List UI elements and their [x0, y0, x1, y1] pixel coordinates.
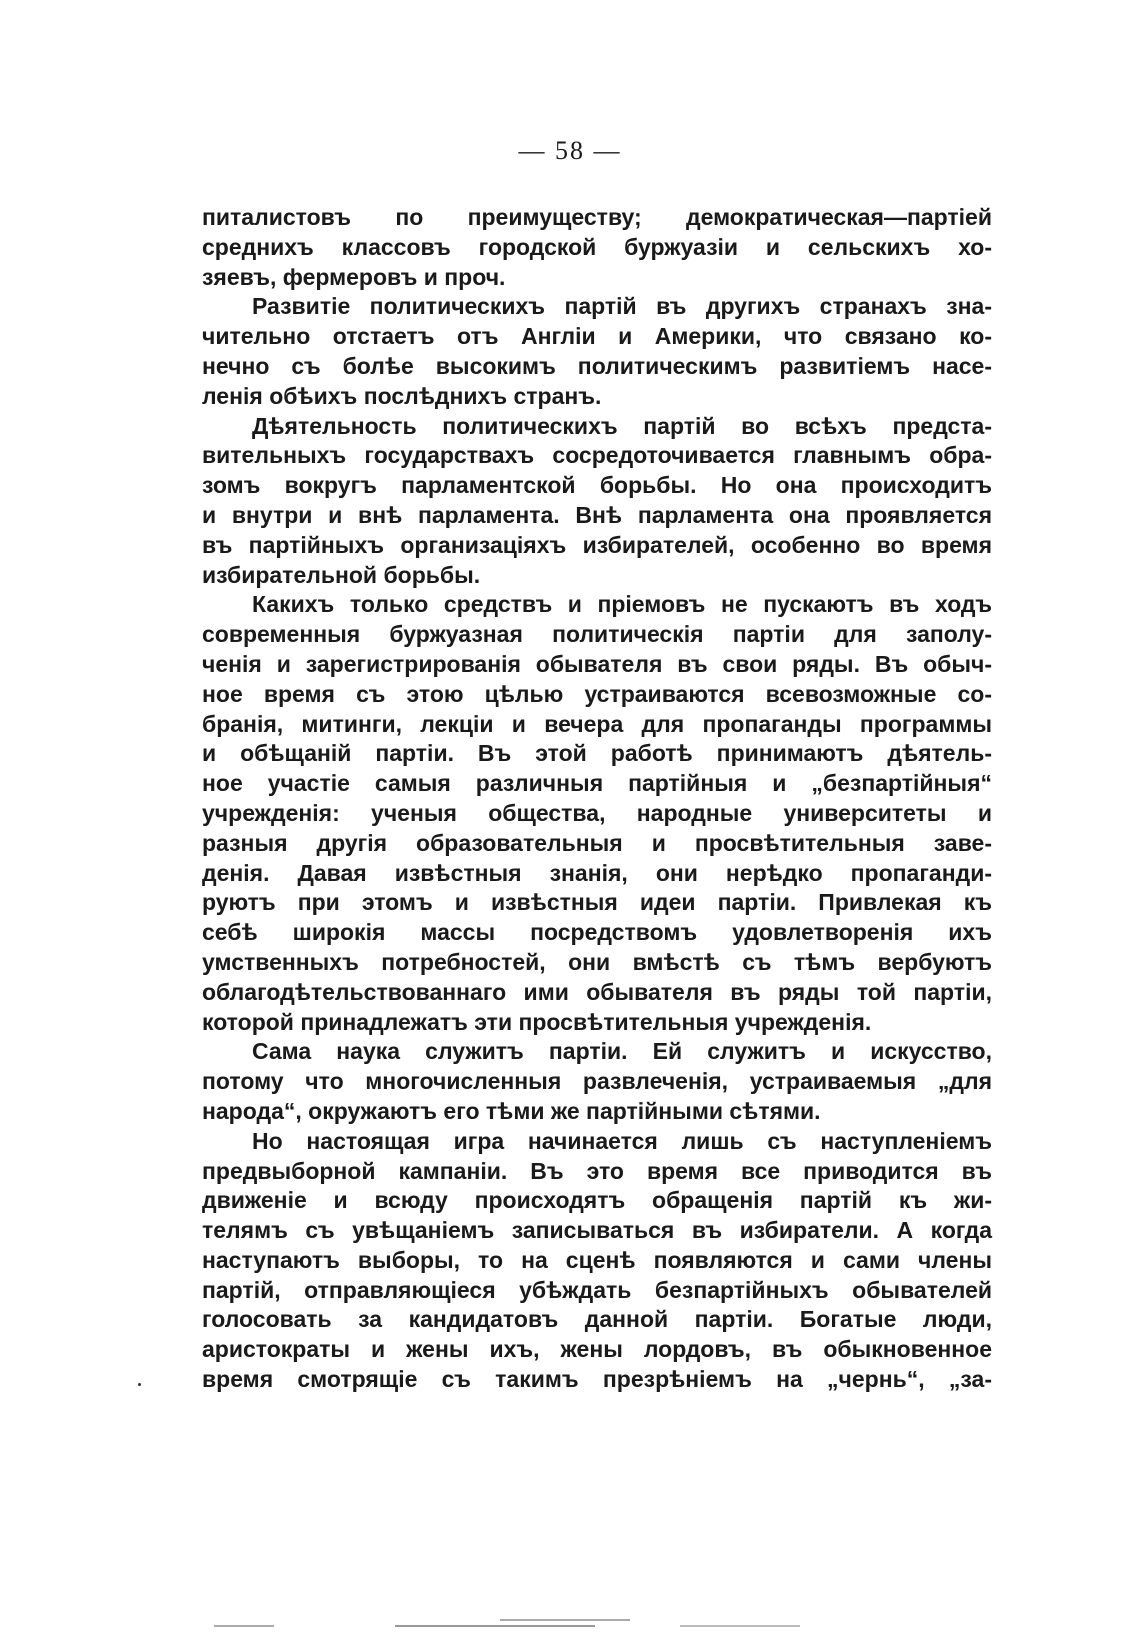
- text-line: потому что многочисленныя развлеченія, устраиваемыя „для: [202, 1068, 992, 1095]
- text-line: умственныхъ потребностей, они вмѣстѣ съ тѣмъ вербуютъ: [202, 948, 992, 975]
- text-line: бранія, митинги, лекціи и вечера для пропаганды программы: [202, 710, 992, 737]
- text-line: денія. Давая извѣстныя знанія, они нерѣдко пропаганди-: [202, 859, 992, 886]
- text-line: Сама наука служитъ партіи. Ей служитъ и искусство,: [252, 1038, 992, 1065]
- text-line: Какихъ только средствъ и пріемовъ не пускаютъ въ ходъ: [252, 591, 992, 618]
- page-number: — 58 —: [518, 136, 622, 165]
- text-line: облагодѣтельствованнаго ими обывателя въ ряды той партіи,: [202, 978, 992, 1005]
- scan-speck: [138, 1383, 141, 1386]
- body-text: [202, 203, 992, 1395]
- text-line: ленія обѣихъ послѣднихъ странъ.: [202, 382, 602, 409]
- text-line: зяевъ, фермеровъ и проч.: [202, 263, 506, 290]
- text-line: телямъ съ увѣщаніемъ записываться въ избиратели. А когда: [202, 1217, 992, 1244]
- text-line: руютъ при этомъ и извѣстныя идеи партіи. Привлекая къ: [202, 889, 992, 916]
- scan-edge-mark: [500, 1619, 630, 1621]
- text-line: чительно отстаетъ отъ Англіи и Америки, что связано ко-: [202, 323, 992, 350]
- text-line: голосовать за кандидатовъ данной партіи. Богатые люди,: [202, 1306, 992, 1333]
- text-line: движеніе и всюду происходятъ обращенія партій къ жи-: [202, 1187, 992, 1214]
- text-line: питалистовъ по преимуществу; демократическая—партіей: [202, 204, 992, 230]
- text-line: въ партійныхъ организаціяхъ избирателей, особенно во время: [202, 531, 992, 558]
- text-line: предвыборной кампаніи. Въ это время все приводится въ: [202, 1157, 992, 1184]
- text-line: разныя другія образовательныя и просвѣтительныя заве-: [202, 829, 992, 856]
- scan-edge-mark: [395, 1625, 595, 1627]
- text-line: и внутри и внѣ парламента. Внѣ парламента она проявляется: [202, 501, 992, 528]
- text-line: ное участіе самыя различныя партійныя и „безпартійныя“: [202, 770, 992, 797]
- text-line: вительныхъ государствахъ сосредоточивается главнымъ обра-: [202, 442, 992, 469]
- scan-edge-mark: [214, 1625, 274, 1627]
- text-line: которой принадлежатъ эти просвѣтительныя учрежденія.: [202, 1008, 872, 1035]
- text-line: Дѣятельность политическихъ партій во всѣхъ предста-: [252, 412, 992, 439]
- text-line: партій, отправляющіеся убѣждать безпартійныхъ обывателей: [202, 1276, 992, 1303]
- text-line: и обѣщаній партіи. Въ этой работѣ принимаютъ дѣятель-: [202, 740, 992, 767]
- text-line: аристократы и жены ихъ, жены лордовъ, въ обыкновенное: [202, 1336, 992, 1363]
- text-line: Но настоящая игра начинается лишь съ наступленіемъ: [252, 1127, 992, 1154]
- text-line: себѣ широкія массы посредствомъ удовлетворенія ихъ: [202, 919, 992, 946]
- text-line: зомъ вокругъ парламентской борьбы. Но она происходитъ: [202, 472, 992, 499]
- text-line: нечно съ болѣе высокимъ политическимъ развитіемъ насе-: [202, 352, 992, 379]
- text-line: ченія и зарегистрированія обывателя въ свои ряды. Въ обыч-: [202, 650, 992, 677]
- text-line: избирательной борьбы.: [202, 561, 481, 588]
- text-line: среднихъ классовъ городской буржуазіи и сельскихъ хо-: [202, 233, 992, 260]
- text-line: народа“, окружаютъ его тѣми же партійными сѣтями.: [202, 1097, 821, 1124]
- text-line: современныя буржуазная политическія партіи для заполу-: [202, 621, 992, 648]
- text-line: ное время съ этою цѣлью устраиваются всевозможные со-: [202, 680, 992, 707]
- text-line: учрежденія: ученыя общества, народные университеты и: [202, 799, 992, 826]
- scan-edge-mark: [680, 1625, 800, 1627]
- text-line: время смотрящіе съ такимъ презрѣніемъ на „чернь“, „за-: [202, 1366, 992, 1393]
- text-line: Развитіе политическихъ партій въ другихъ странахъ зна-: [252, 293, 992, 320]
- text-line: наступаютъ выборы, то на сценѣ появляются и сами члены: [202, 1246, 992, 1273]
